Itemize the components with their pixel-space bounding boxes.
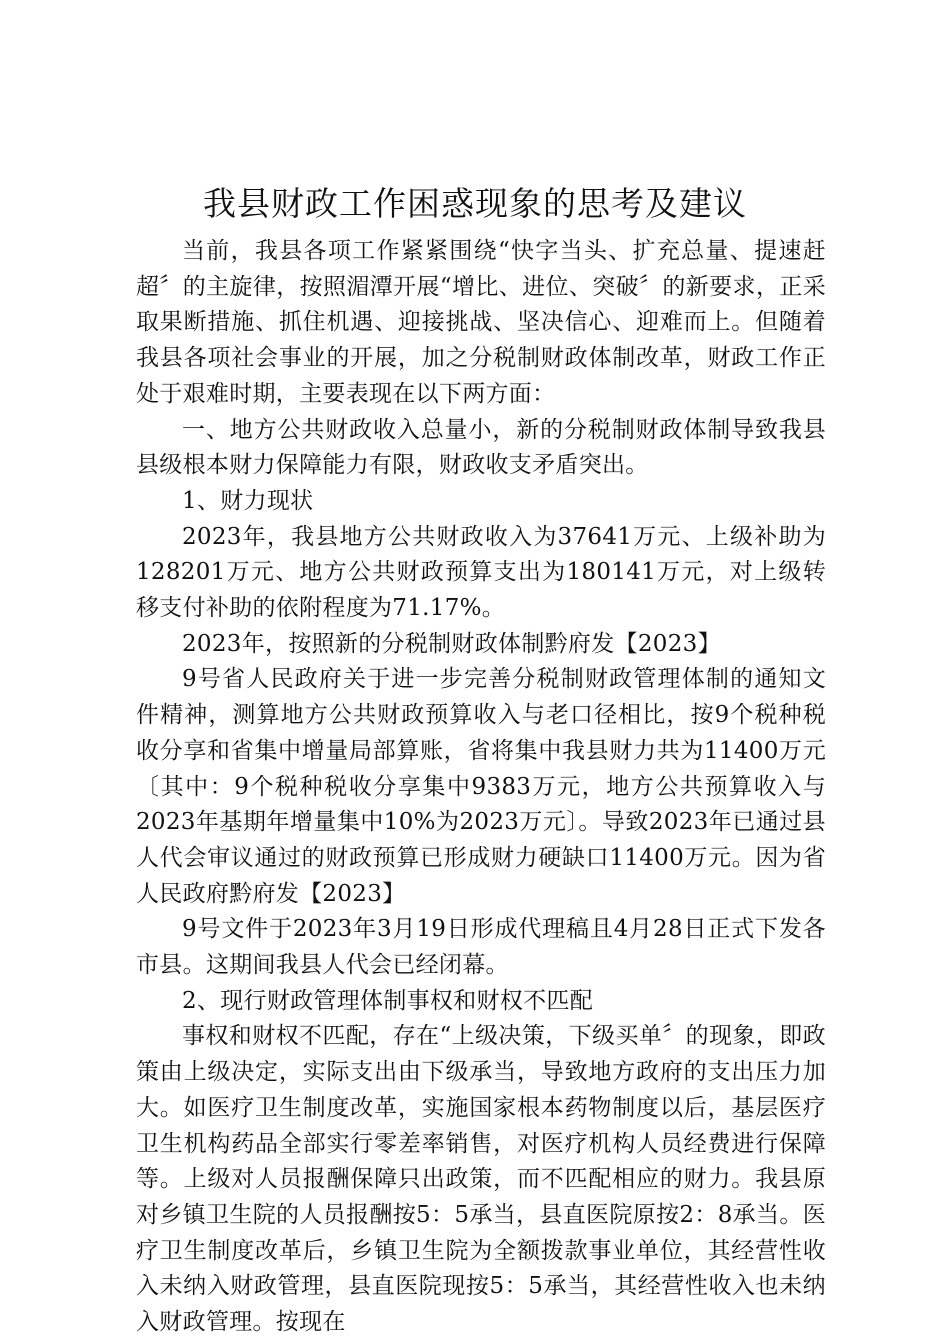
paragraph-subheading-mismatch: 2、现行财政管理体制事权和财权不匹配 [182,987,594,1014]
document-body [136,234,826,1341]
paragraph-subheading-financial-status: 1、财力现状 [182,487,314,514]
paragraph-new-tax-system: 2023年，按照新的分税制财政体制黔府发【2023】 [182,630,721,657]
paragraph-document-timing: 9号文件于2023年3月19日形成代理稿且4月28日正式下发各市县。这期间我县人代会已经闭幕。 [136,916,826,979]
paragraph-mismatch-details: 事权和财权不匹配，存在“上级决策，下级买单〞的现象，即政策由上级决定，实际支出由下级承当，导致地方政府的支出压力加大。如医疗卫生制度改革，实施国家根本药物制度以后，基层医疗卫生机构药品全部实行零差率销售，对医疗机构人员经费进行保障等。上级对人员报酬保障只出政策，而不匹配相应的财力。我县原对乡镇卫生院的人员报酬按5：5承当，县直医院原按2：8承当。医疗卫生制度改革后，乡镇卫生院为全额拨款事业单位，其经营性收入未纳入财政管理，县直医院现按5：5承当，其经营性收入也未纳入财政管理。按现在 [136,1023,826,1336]
paragraph-intro: 当前，我县各项工作紧紧围绕“快字当头、扩充总量、提速赶超〞的主旋律，按照湄潭开展“增比、进位、突破〞的新要求，正采取果断措施、抓住机遇、迎接挑战、坚决信心、迎难而上。但随着我县各项社会事业的开展，加之分税制财政体制改革，财政工作正处于艰难时期，主要表现在以下两方面： [136,238,826,407]
paragraph-provincial-notice: 9号省人民政府关于进一步完善分税制财政管理体制的通知文件精神，测算地方公共财政预算收入与老口径相比，按9个税种税收分享和省集中增量局部算账，省将集中我县财力共为11400万元〔其中：9个税种税收分享集中9383万元，地方公共预算收入与2023年基期年增量集中10%为2023万元〕。导致2023年已通过县人代会审议通过的财政预算已形成财力硬缺口11400万元。因为省人民政府黔府发【2023】 [136,666,826,907]
paragraph-section-one-heading: 一、地方公共财政收入总量小，新的分税制财政体制导致我县县级根本财力保障能力有限，财政收支矛盾突出。 [136,416,826,479]
paragraph-revenue-figures: 2023年，我县地方公共财政收入为37641万元、上级补助为128201万元、地方公共财政预算支出为180141万元，对上级转移支付补助的依附程度为71.17%。 [136,523,826,622]
document-title: 我县财政工作困惑现象的思考及建议 [203,184,747,223]
